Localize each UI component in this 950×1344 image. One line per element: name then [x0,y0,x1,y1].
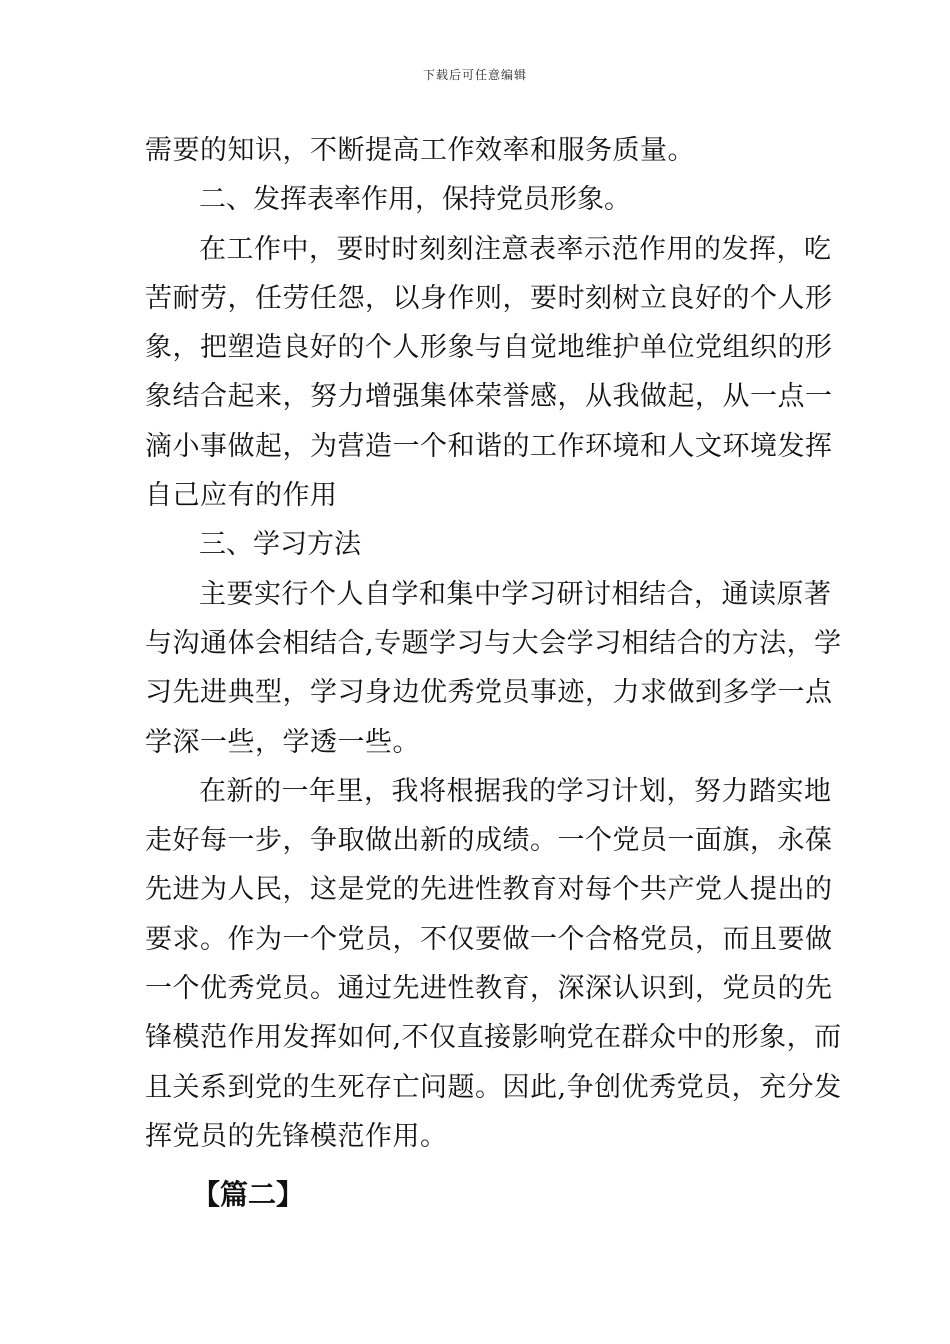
paragraph-line: 自己应有的作用 [145,480,338,512]
paragraph-line: 要求。作为一个党员，不仅要做一个合格党员，而且要做 [145,923,833,955]
paragraph-line: 象结合起来，努力增强集体荣誉感，从我做起，从一点一 [145,381,833,413]
section-heading: 二、发挥表率作用，保持党员形象。 [199,184,631,216]
page-header-note: 下载后可任意编辑 [422,68,527,82]
section-title: 【篇二】 [192,1178,305,1211]
paragraph-line: 先进为人民，这是党的先进性教育对每个共产党人提出的 [145,874,833,906]
paragraph-line: 走好每一步，争取做出新的成绩。一个党员一面旗，永葆 [145,825,833,857]
paragraph-line: 在新的一年里，我将根据我的学习计划，努力踏实地 [199,775,832,807]
paragraph-line: 学深一些，学透一些。 [145,726,420,758]
paragraph-line: 且关系到党的生死存亡问题。因此,争创优秀党员，充分发 [145,1071,842,1103]
paragraph-line: 一个优秀党员。通过先进性教育，深深认识到，党员的先 [145,973,833,1005]
paragraph-line: 滴小事做起，为营造一个和谐的工作环境和人文环境发挥 [145,430,833,462]
paragraph-line: 挥党员的先锋模范作用。 [145,1120,448,1152]
paragraph-line: 需要的知识，不断提高工作效率和服务质量。 [145,135,695,166]
document-body [145,126,842,1161]
paragraph-line: 苦耐劳，任劳任怨，以身作则，要时刻树立良好的个人形 [145,282,833,314]
section-heading: 三、学习方法 [199,529,361,561]
paragraph-line: 锋模范作用发挥如何,不仅直接影响党在群众中的形象，而 [145,1022,842,1054]
paragraph-line: 与沟通体会相结合,专题学习与大会学习相结合的方法，学 [145,627,842,659]
paragraph-line: 主要实行个人自学和集中学习研讨相结合，通读原著 [199,578,832,610]
paragraph-line: 习先进典型，学习身边优秀党员事迹，力求做到多学一点 [145,677,833,709]
paragraph-line: 在工作中，要时时刻刻注意表率示范作用的发挥，吃 [199,233,832,265]
paragraph-line: 象，把塑造良好的个人形象与自觉地维护单位党组织的形 [145,332,833,364]
